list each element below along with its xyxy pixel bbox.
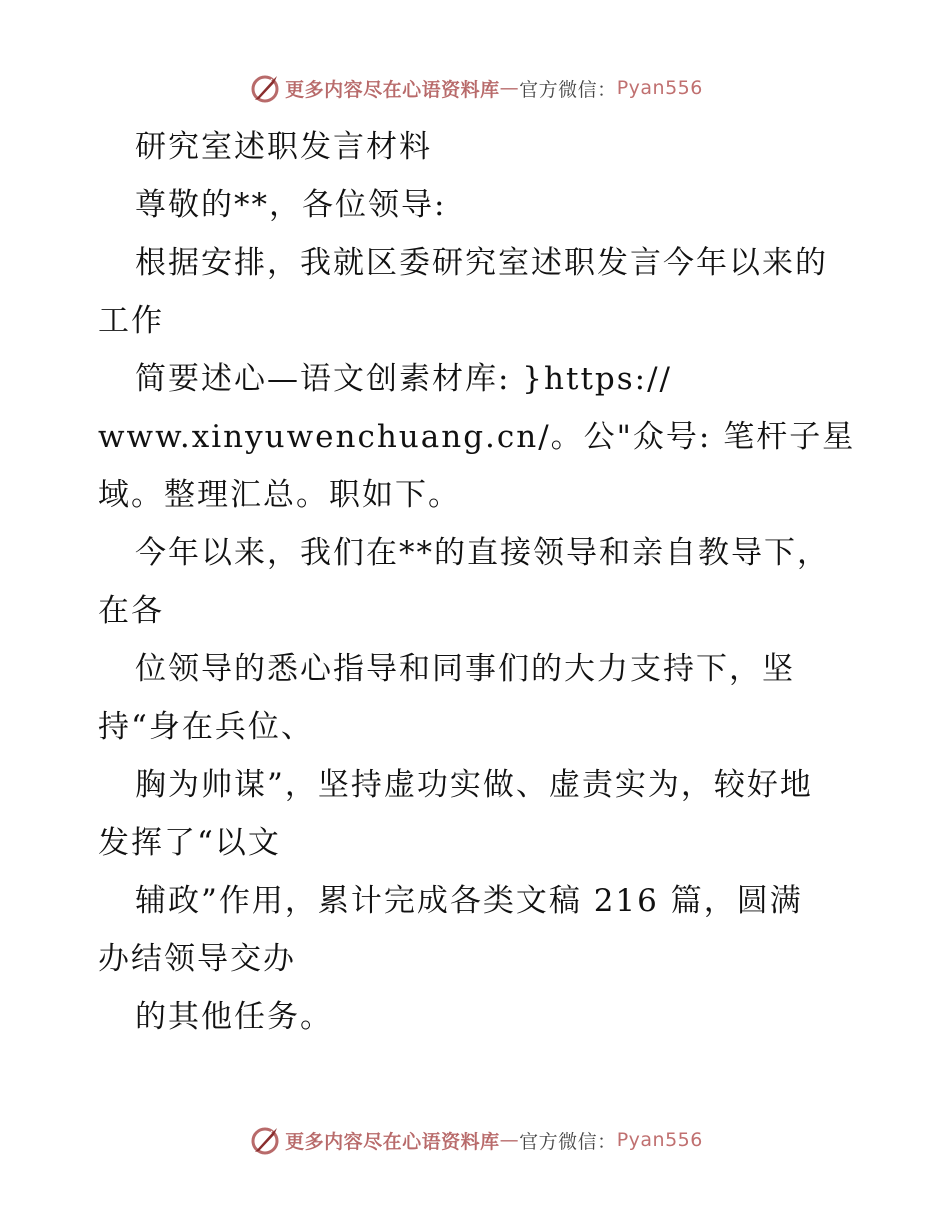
paragraph-line: 辅政”作用，累计完成各类文稿 216 篇，圆满 (135, 883, 803, 919)
paragraph-line: www.xinyuwenchuang.cn/。公"众号: 笔杆子星 (98, 419, 856, 455)
document-body (98, 118, 868, 1046)
paragraph-line: 办结领导交办 (98, 941, 296, 977)
paragraph-line: 域。整理汇总。职如下。 (98, 477, 461, 513)
wechat-id: Pyan556 (616, 77, 703, 99)
site-name: 更多内容尽在心语资料库 (285, 78, 500, 101)
document-title: 研究室述职发言材料 (135, 129, 432, 165)
wechat-id: Pyan556 (616, 1129, 703, 1151)
salutation: 尊敬的**，各位领导: (135, 187, 447, 223)
site-name: 更多内容尽在心语资料库 (285, 1130, 500, 1153)
quill-circle-logo-icon (247, 1122, 283, 1158)
paragraph-line: 胸为帅谋”，坚持虚功实做、虚责实为，较好地 (135, 767, 813, 803)
paragraph-line: 发挥了“以文 (98, 825, 281, 861)
paragraph-line: 工作 (98, 303, 164, 339)
banner-dash: — (499, 1129, 520, 1151)
paragraph-line: 简要述心—语文创素材库: }https:// (135, 361, 672, 397)
quill-circle-logo-icon (247, 70, 283, 106)
paragraph-line: 的其他任务。 (135, 999, 333, 1035)
wechat-label: 官方微信： (519, 78, 617, 101)
banner-dash: — (499, 77, 520, 99)
paragraph-line: 位领导的悉心指导和同事们的大力支持下，坚 (135, 651, 795, 687)
paragraph-line: 在各 (98, 593, 164, 629)
paragraph-line: 根据安排，我就区委研究室述职发言今年以来的 (135, 245, 828, 281)
paragraph-line: 持“身在兵位、 (98, 709, 314, 745)
wechat-label: 官方微信： (519, 1130, 617, 1153)
header-banner (0, 70, 950, 106)
footer-banner (0, 1122, 950, 1158)
paragraph-line: 今年以来，我们在**的直接领导和亲自教导下， (135, 535, 830, 571)
